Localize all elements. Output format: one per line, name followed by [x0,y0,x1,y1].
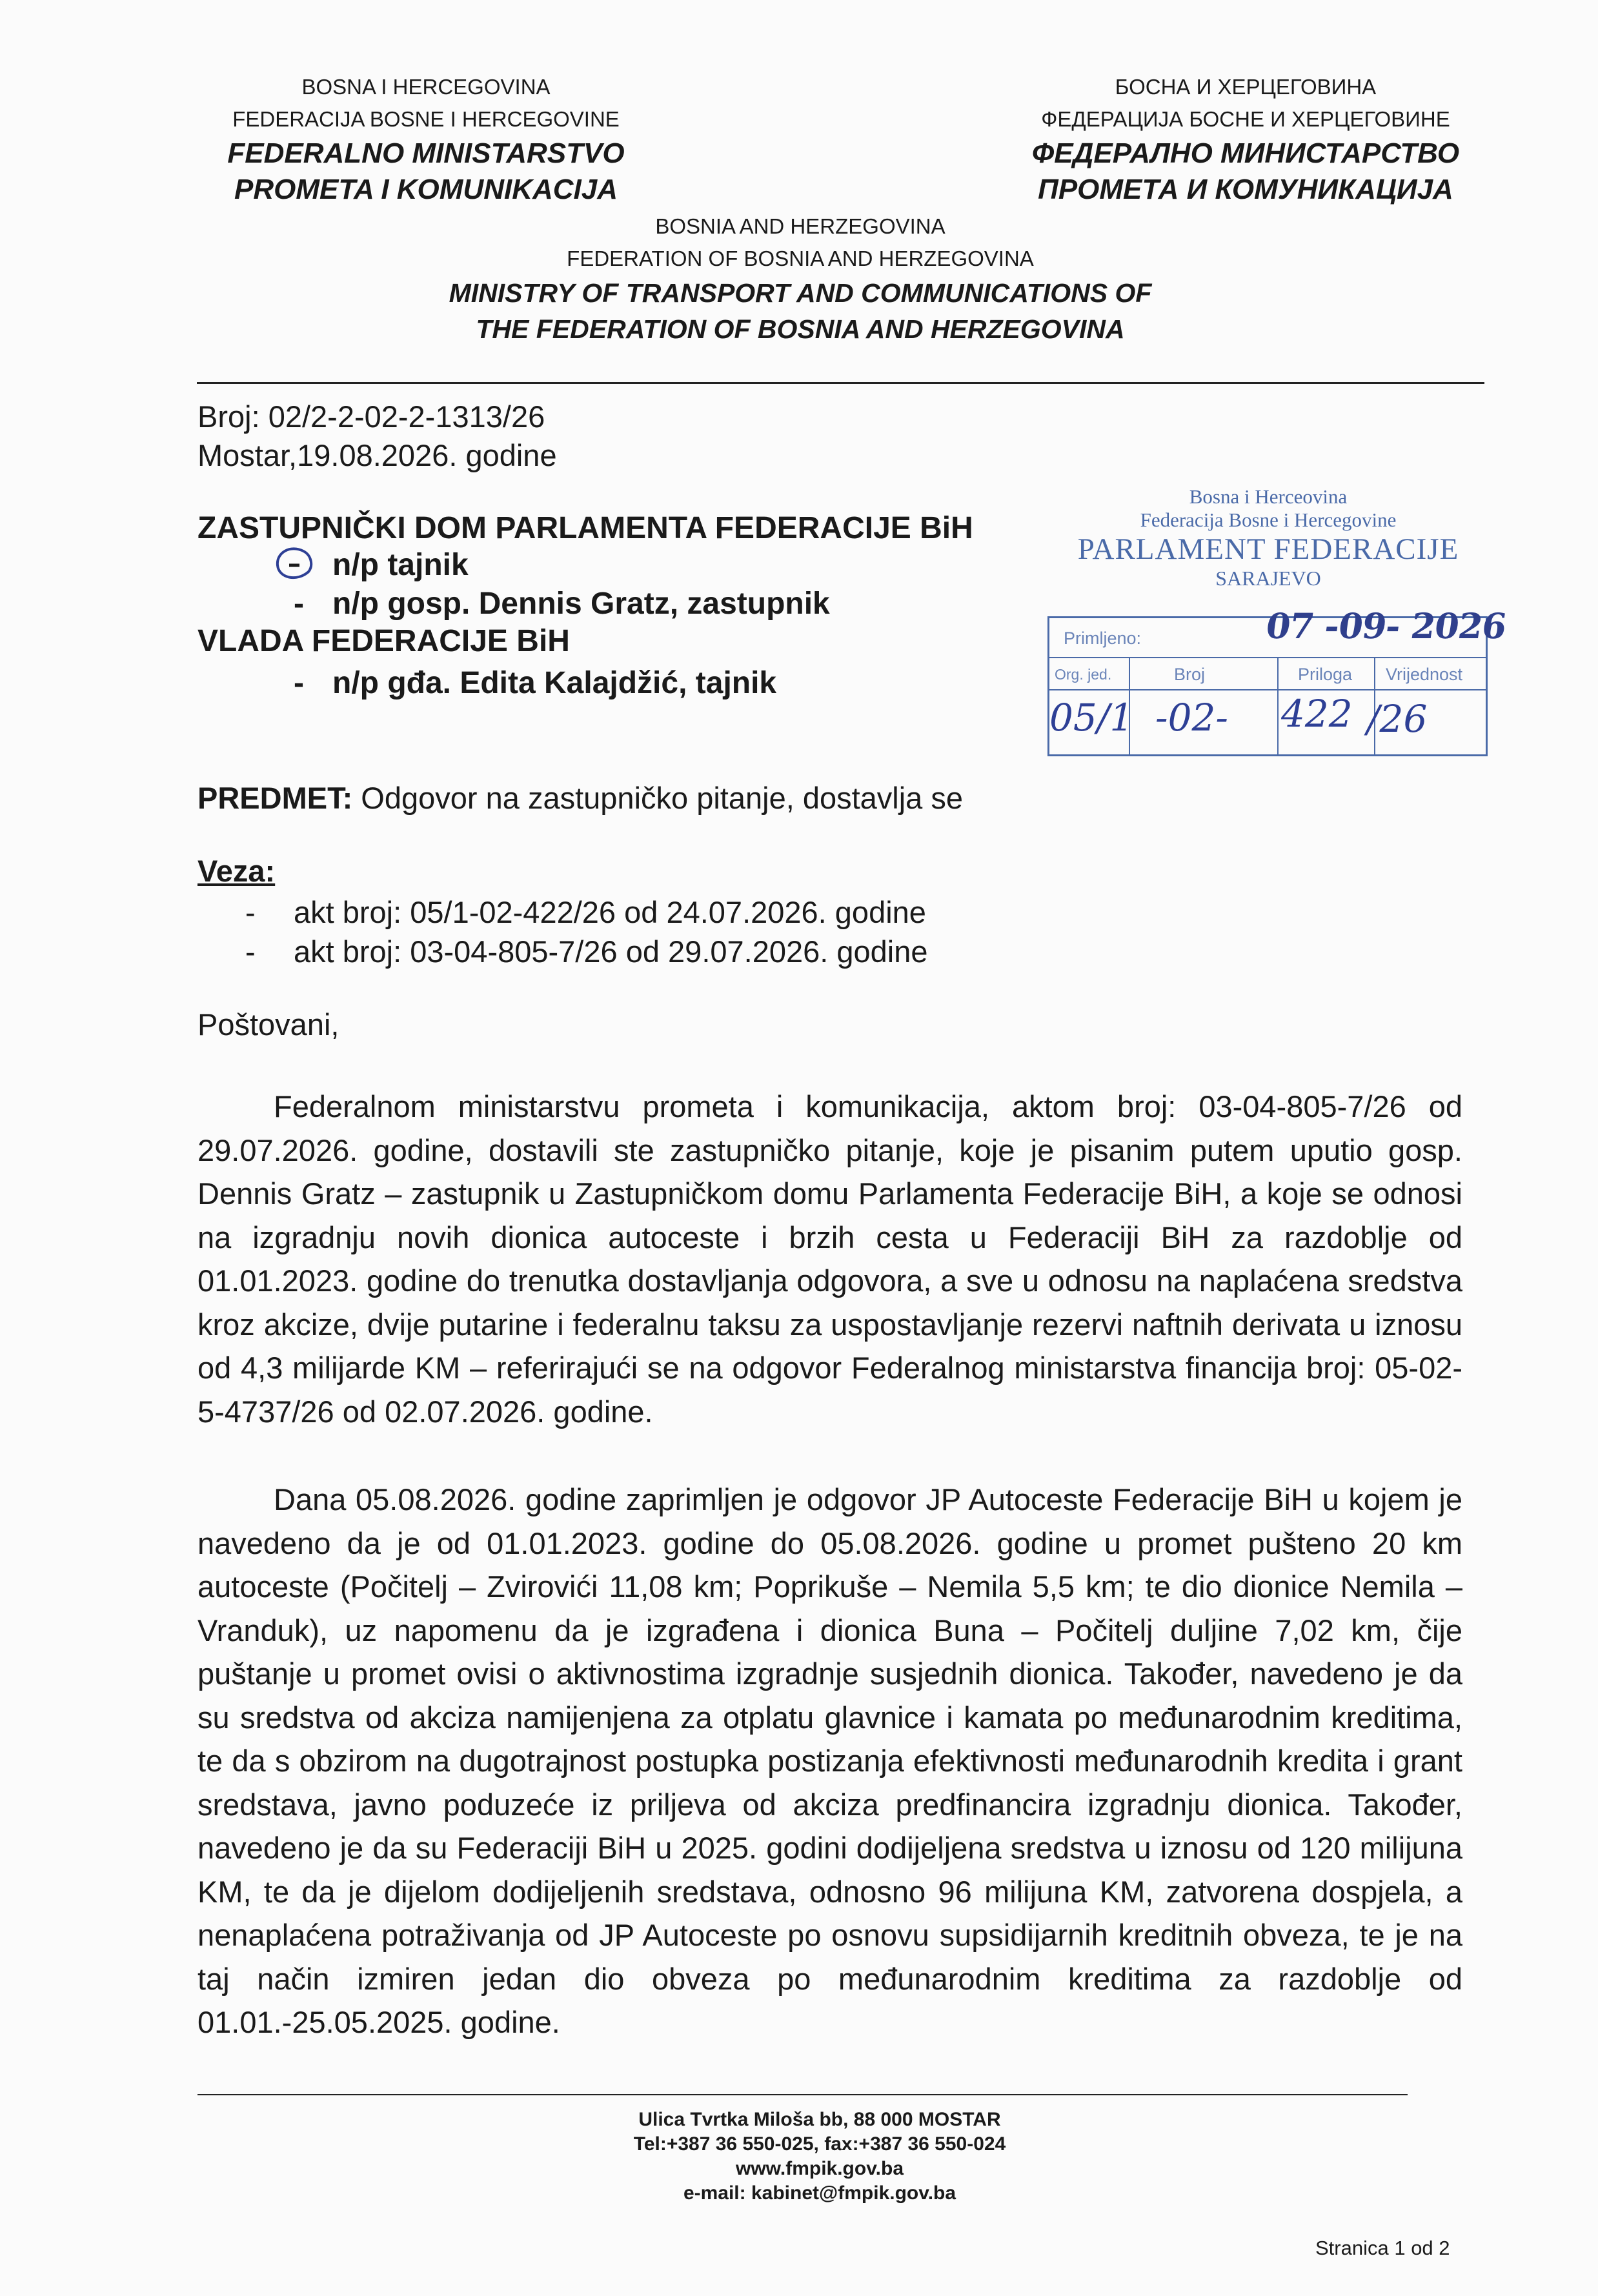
receipt-stamp [1046,485,1491,590]
header-left-country: BOSNA I HERCEGOVINA [301,75,551,99]
stamp-col-number [1130,658,1279,690]
stamp-handwritten-attachments: 422 [1281,692,1353,736]
recipient-government-secretary: n/p gđa. Edita Kalajdžić, tajnik [332,666,777,700]
header-left [194,71,658,208]
recipient-assembly-member: n/p gosp. Dennis Gratz, zastupnik [332,587,830,621]
stamp-col-org [1049,658,1130,690]
stamp-handwritten-value: /26 [1367,697,1428,741]
footer-address: Ulica Tvrtka Miloša bb, 88 000 MOSTAR [638,2109,1001,2130]
header-right-country: БОСНА И ХЕРЦЕГОВИНА [1115,75,1377,99]
header-divider [197,382,1484,384]
header-left-ministry: FEDERALNO MINISTARSTVO [227,137,625,169]
document-number: Broj: 02/2-2-02-2-1313/26 [197,399,545,434]
stamp-col-org-label: Org. jed. [1055,666,1112,683]
stamp-col-number-label: Broj [1174,665,1206,684]
header-right-federation: ФЕДЕРАЦИЈА БОСНЕ И ХЕРЦЕГОВИНЕ [1041,107,1450,131]
body-paragraph-1: Federalnom ministarstvu prometa i komunikacija, aktom broj: 03-04-805-7/26 od 29.07.2026. godine, dostavili ste zastupničko pitanje, koje je pisanim putem uputio gosp. Dennis Gratz – zastupnik u Zastupničkom domu Parlamenta Federacije BiH, a koje se odnosi na izgradnju novih dionica autoceste i brzih cesta u Federaciji BiH za razdoblje od 01.01.2023. godine do trenutka dostavljanja odgovora, a sve u odnosu na naplaćena sredstva kroz akcize, dvije putarine i federalnu taksu za uspostavljanje rezervi naftnih derivata u iznosu od 4,3 milijarde KM – referirajući se na odgovor Federalnog ministarstva financija broj: 05-02-5-4737/26 od 02.07.2026. godine. [197,1089,1462,1429]
header-left-ministry-2: PROMETA I KOMUNIKACIJA [234,174,618,205]
page-number: Stranica 1 od 2 [1315,2237,1450,2259]
header-center-ministry-2: THE FEDERATION OF BOSNIA AND HERZEGOVINA [476,314,1125,344]
stamp-line-3: PARLAMENT FEDERACIJE [1077,532,1459,566]
header-center-country: BOSNIA AND HERZEGOVINA [655,214,946,238]
stamp-handwritten-org: 05/1 [1049,696,1134,740]
body-paragraph-2: Dana 05.08.2026. godine zaprimljen je odgovor JP Autoceste Federacije BiH u kojem je navedeno da je od 01.01.2023. godine do 05.08.2026. godine u promet pušteno 20 km autoceste (Počitelj – Zvirovići 11,08 km; Poprikuše – Nemila 5,5 km; te dio dionice Nemila – Vranduk), uz napomenu da je izgrađena i dionica Buna – Počitelj duljine 7,02 km, čije puštanje u promet ovisi o aktivnostima izgradnje susjednih dionica. Također, navedeno je da su sredstva od akciza namijenjena za otplatu glavnice i kamata po međunarodnim kreditima, te da s obzirom na dugotrajnost postupka postizanja efektivnosti međunarodnih kredita i grant sredstava, javno poduzeće iz priljeva od akciza predfinancira izgradnju dionica. Također, navedeno je da su Federaciji BiH u 2025. godini dodijeljena sredstva u iznosu od 120 milijuna KM, te da je dijelom dodijeljenih sredstava, odnosno 96 milijuna KM, zatvorena dospjela, a nenaplaćena potraživanja od JP Autoceste po osnovu supsidijarnih kreditnih obveza, te je na taj način izmiren jedan dio obveza po međunarodnim kreditima za razdoblje od 01.01.-25.05.2025. godine. [197,1482,1462,2039]
reference-item-1: akt broj: 05/1-02-422/26 od 24.07.2026. godine [294,895,926,929]
header-center [413,210,1188,347]
recipient-assembly: ZASTUPNIČKI DOM PARLAMENTA FEDERACIJE BiH [197,511,973,545]
recipient-assembly-secretary: n/p tajnik [332,548,469,582]
stamp-received-date: 07 -09- 2026 [1263,605,1509,647]
footer-divider [197,2094,1408,2095]
stamp-col-value [1375,658,1486,690]
stamp-handwritten-number: -02- [1155,696,1228,740]
stamp-received-label: Primljeno: [1064,629,1142,648]
footer-website[interactable]: www.fmpik.gov.ba [735,2158,904,2179]
footer-email[interactable]: e-mail: kabinet@fmpik.gov.ba [683,2182,956,2204]
place-date: Mostar,19.08.2026. godine [197,438,557,472]
header-right-ministry: ФЕДЕРАЛНО МИНИСТАРСТВО [1031,137,1460,169]
reference-label: Veza: [197,854,276,888]
footer-phone-fax: Tel:+387 36 550-025, fax:+387 36 550-024 [633,2133,1006,2155]
footer-contact [478,2108,1162,2206]
stamp-col-attachments [1279,658,1375,690]
stamp-line-4: SARAJEVO [1215,567,1321,590]
header-right [1007,71,1484,208]
circle-mark-icon [271,546,316,583]
circled-dash-mark [271,546,316,583]
header-center-federation: FEDERATION OF BOSNIA AND HERZEGOVINA [567,247,1034,270]
stamp-col-value-label: Vrijednost [1386,665,1463,684]
stamp-col-attachments-label: Priloga [1298,665,1353,684]
reference-bullet-1: - [245,895,256,929]
greeting: Poštovani, [197,1007,339,1042]
header-left-federation: FEDERACIJA BOSNE I HERCEGOVINE [232,107,620,131]
reference-bullet-2: - [245,934,256,969]
stamp-line-2: Federacija Bosne i Hercegovine [1140,509,1397,531]
header-right-ministry-2: ПРОМЕТА И КОМУНИКАЦИЈА [1038,174,1453,205]
recipient-dash-2: - [294,666,304,700]
header-center-ministry: MINISTRY OF TRANSPORT AND COMMUNICATIONS OF [449,278,1152,308]
recipient-government: VLADA FEDERACIJE BiH [197,624,570,658]
subject-text: Odgovor na zastupničko pitanje, dostavlja se [361,781,964,815]
stamp-line-1: Bosna i Herceovina [1189,485,1348,508]
reference-item-2: akt broj: 03-04-805-7/26 od 29.07.2026. godine [294,934,928,969]
subject-line [197,776,963,820]
subject-label: PREDMET: [197,781,353,815]
recipient-dash-1: - [294,587,304,621]
